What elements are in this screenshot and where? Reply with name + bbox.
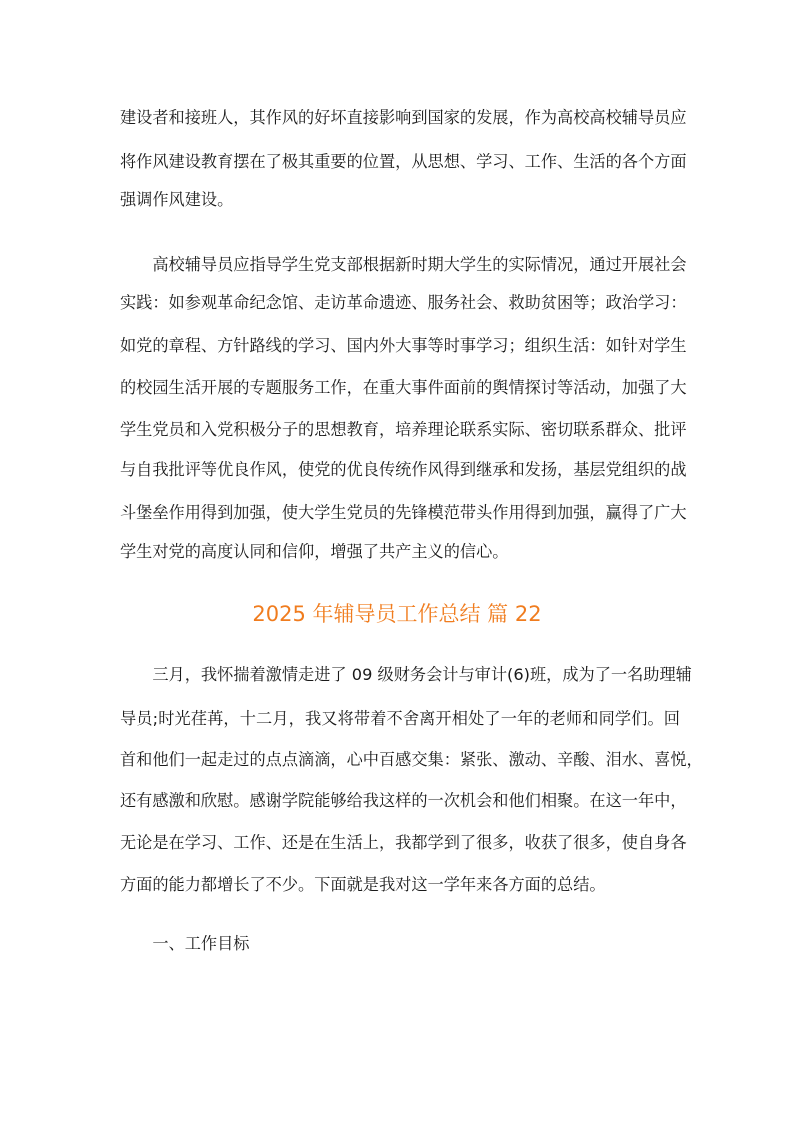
subsection-title: 一、工作目标 (120, 934, 250, 953)
paragraph-2-line-6: 与自我批评等优良作风，使党的优良传统作风得到继承和发扬，基层党组织的战 (120, 460, 687, 479)
paragraph-3-line-2: 导员;时光荏苒，十二月，我又将带着不舍离开相处了一年的老师和同学们。回 (120, 709, 680, 728)
paragraph-2-line-3: 如党的章程、方针路线的学习、国内外大事等时事学习；组织生活：如针对学生 (120, 336, 687, 355)
paragraph-2-line-8: 学生对党的高度认同和信仰，增强了共产主义的信心。 (120, 542, 509, 561)
paragraph-2-line-2: 实践：如参观革命纪念馆、走访革命遗迹、服务社会、救助贫困等；政治学习： (120, 293, 687, 312)
paragraph-1-line-2: 将作风建设教育摆在了极其重要的位置，从思想、学习、工作、生活的各个方面 (120, 152, 687, 171)
section-heading: 2025 年辅导员工作总结 篇 22 (252, 602, 542, 626)
paragraph-2-line-7: 斗堡垒作用得到加强，使大学生党员的先锋模范带头作用得到加强，赢得了广大 (120, 503, 687, 522)
paragraph-2-line-4: 的校园生活开展的专题服务工作，在重大事件面前的舆情探讨等活动，加强了大 (120, 378, 687, 397)
paragraph-3-line-5: 无论是在学习、工作、还是在生活上，我都学到了很多，收获了很多，使自身各 (120, 833, 687, 852)
paragraph-3-line-6: 方面的能力都增长了不少。下面就是我对这一学年来各方面的总结。 (120, 875, 606, 894)
paragraph-3-line-3: 首和他们一起走过的点点滴滴，心中百感交集：紧张、激动、辛酸、泪水、喜悦， (120, 750, 703, 769)
paragraph-1-line-1: 建设者和接班人，其作风的好坏直接影响到国家的发展，作为高校高校辅导员应 (120, 108, 687, 127)
paragraph-3-line-1: 三月，我怀揣着激情走进了 09 级财务会计与审计(6)班，成为了一名助理辅 (120, 665, 692, 684)
paragraph-3-line-4: 还有感激和欣慰。感谢学院能够给我这样的一次机会和他们相聚。在这一年中， (120, 791, 687, 810)
paragraph-1-line-3: 强调作风建设。 (120, 190, 234, 209)
paragraph-2-line-1: 高校辅导员应指导学生党支部根据新时期大学生的实际情况，通过开展社会 (120, 255, 687, 274)
paragraph-2-line-5: 学生党员和入党积极分子的思想教育，培养理论联系实际、密切联系群众、批评 (120, 420, 687, 439)
